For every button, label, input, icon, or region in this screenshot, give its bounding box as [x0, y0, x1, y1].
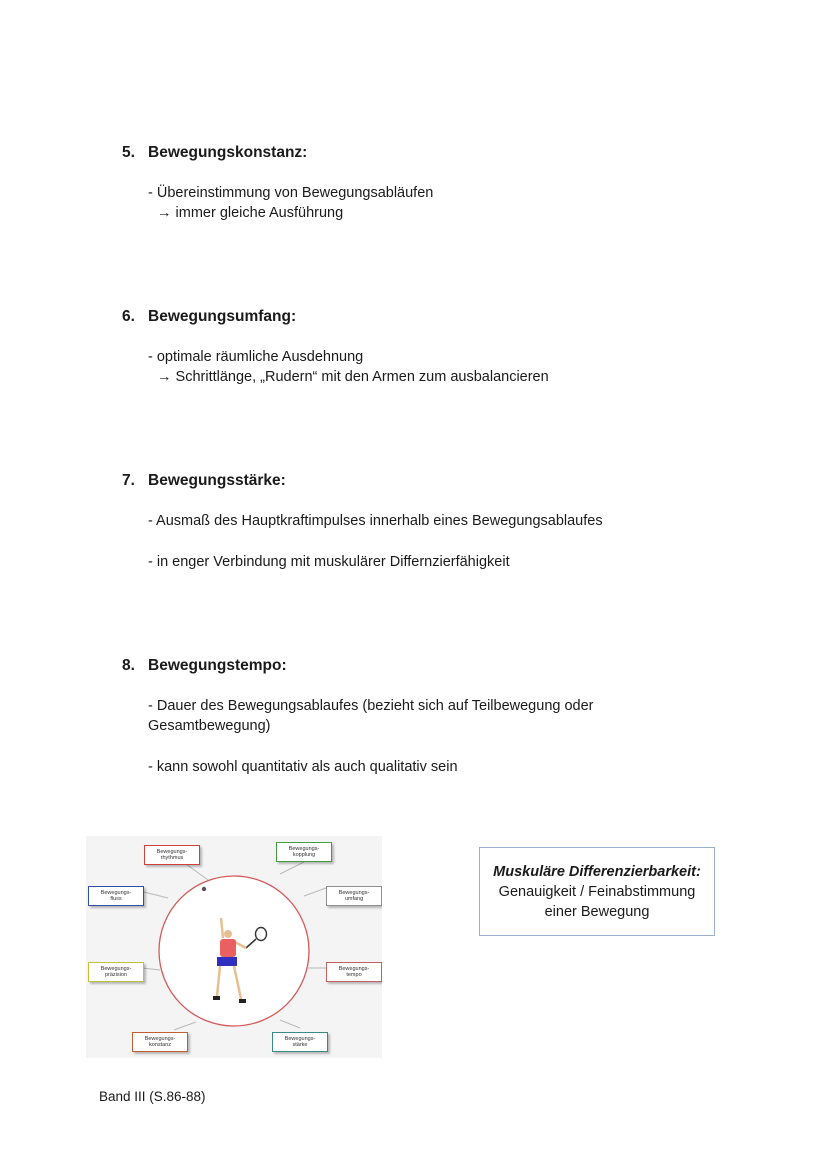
definition-line: Genauigkeit / Feinabstimmung: [498, 884, 696, 900]
diagram-graphic: [86, 836, 382, 1058]
section-heading: 8. Bewegungstempo:: [122, 657, 287, 674]
section-heading: 5. Bewegungskonstanz:: [122, 144, 308, 161]
definition-title: Muskuläre Differenzierbarkeit:: [493, 864, 701, 880]
source-reference: Band III (S.86-88): [99, 1089, 206, 1104]
definition-box: [479, 847, 715, 936]
label-bewegungskonstanz: Bewegungs- konstanz: [132, 1032, 188, 1052]
label-bewegungspraezision: Bewegungs- präzision: [88, 962, 144, 982]
section-title: Bewegungskonstanz:: [148, 144, 308, 161]
section-line: - kann sowohl quantitativ als auch qualitativ sein: [148, 759, 458, 775]
section-heading: 7. Bewegungsstärke:: [122, 472, 286, 489]
section-bewegungsstaerke: [122, 472, 762, 572]
section-line: → Schrittlänge, „Rudern“ mit den Armen zum ausbalancieren: [157, 369, 549, 385]
label-bewegungsstaerke: Bewegungs- stärke: [272, 1032, 328, 1052]
section-bewegungsumfang: [122, 308, 762, 387]
section-line: - Ausmaß des Hauptkraftimpulses innerhalb eines Bewegungsablaufes: [148, 513, 603, 529]
label-bewegungskopplung: Bewegungs- kopplung: [276, 842, 332, 862]
coordination-diagram: [86, 836, 382, 1058]
section-line: - in enger Verbindung mit muskulärer Differnzierfähigkeit: [148, 554, 510, 570]
section-title: Bewegungsumfang:: [148, 308, 297, 325]
section-line: - optimale räumliche Ausdehnung: [148, 349, 364, 365]
section-line: → immer gleiche Ausführung: [157, 205, 344, 221]
section-line: Gesamtbewegung): [148, 718, 271, 734]
section-bewegungskonstanz: [122, 144, 762, 223]
definition-line: einer Bewegung: [544, 904, 650, 920]
section-line: - Dauer des Bewegungsablaufes (bezieht sich auf Teilbewegung oder: [148, 698, 594, 714]
section-bewegungstempo: [122, 657, 762, 777]
section-title: Bewegungstempo:: [148, 657, 287, 674]
label-bewegungsrhythmus: Bewegungs- rhythmus: [144, 845, 200, 865]
section-heading: 6. Bewegungsumfang:: [122, 308, 297, 325]
label-bewegungsfluss: Bewegungs- fluss: [88, 886, 144, 906]
label-bewegungsumfang: Bewegungs- umfang: [326, 886, 382, 906]
label-bewegungstempo: Bewegungs- tempo: [326, 962, 382, 982]
section-title: Bewegungsstärke:: [148, 472, 286, 489]
section-line: - Übereinstimmung von Bewegungsabläufen: [148, 185, 434, 201]
